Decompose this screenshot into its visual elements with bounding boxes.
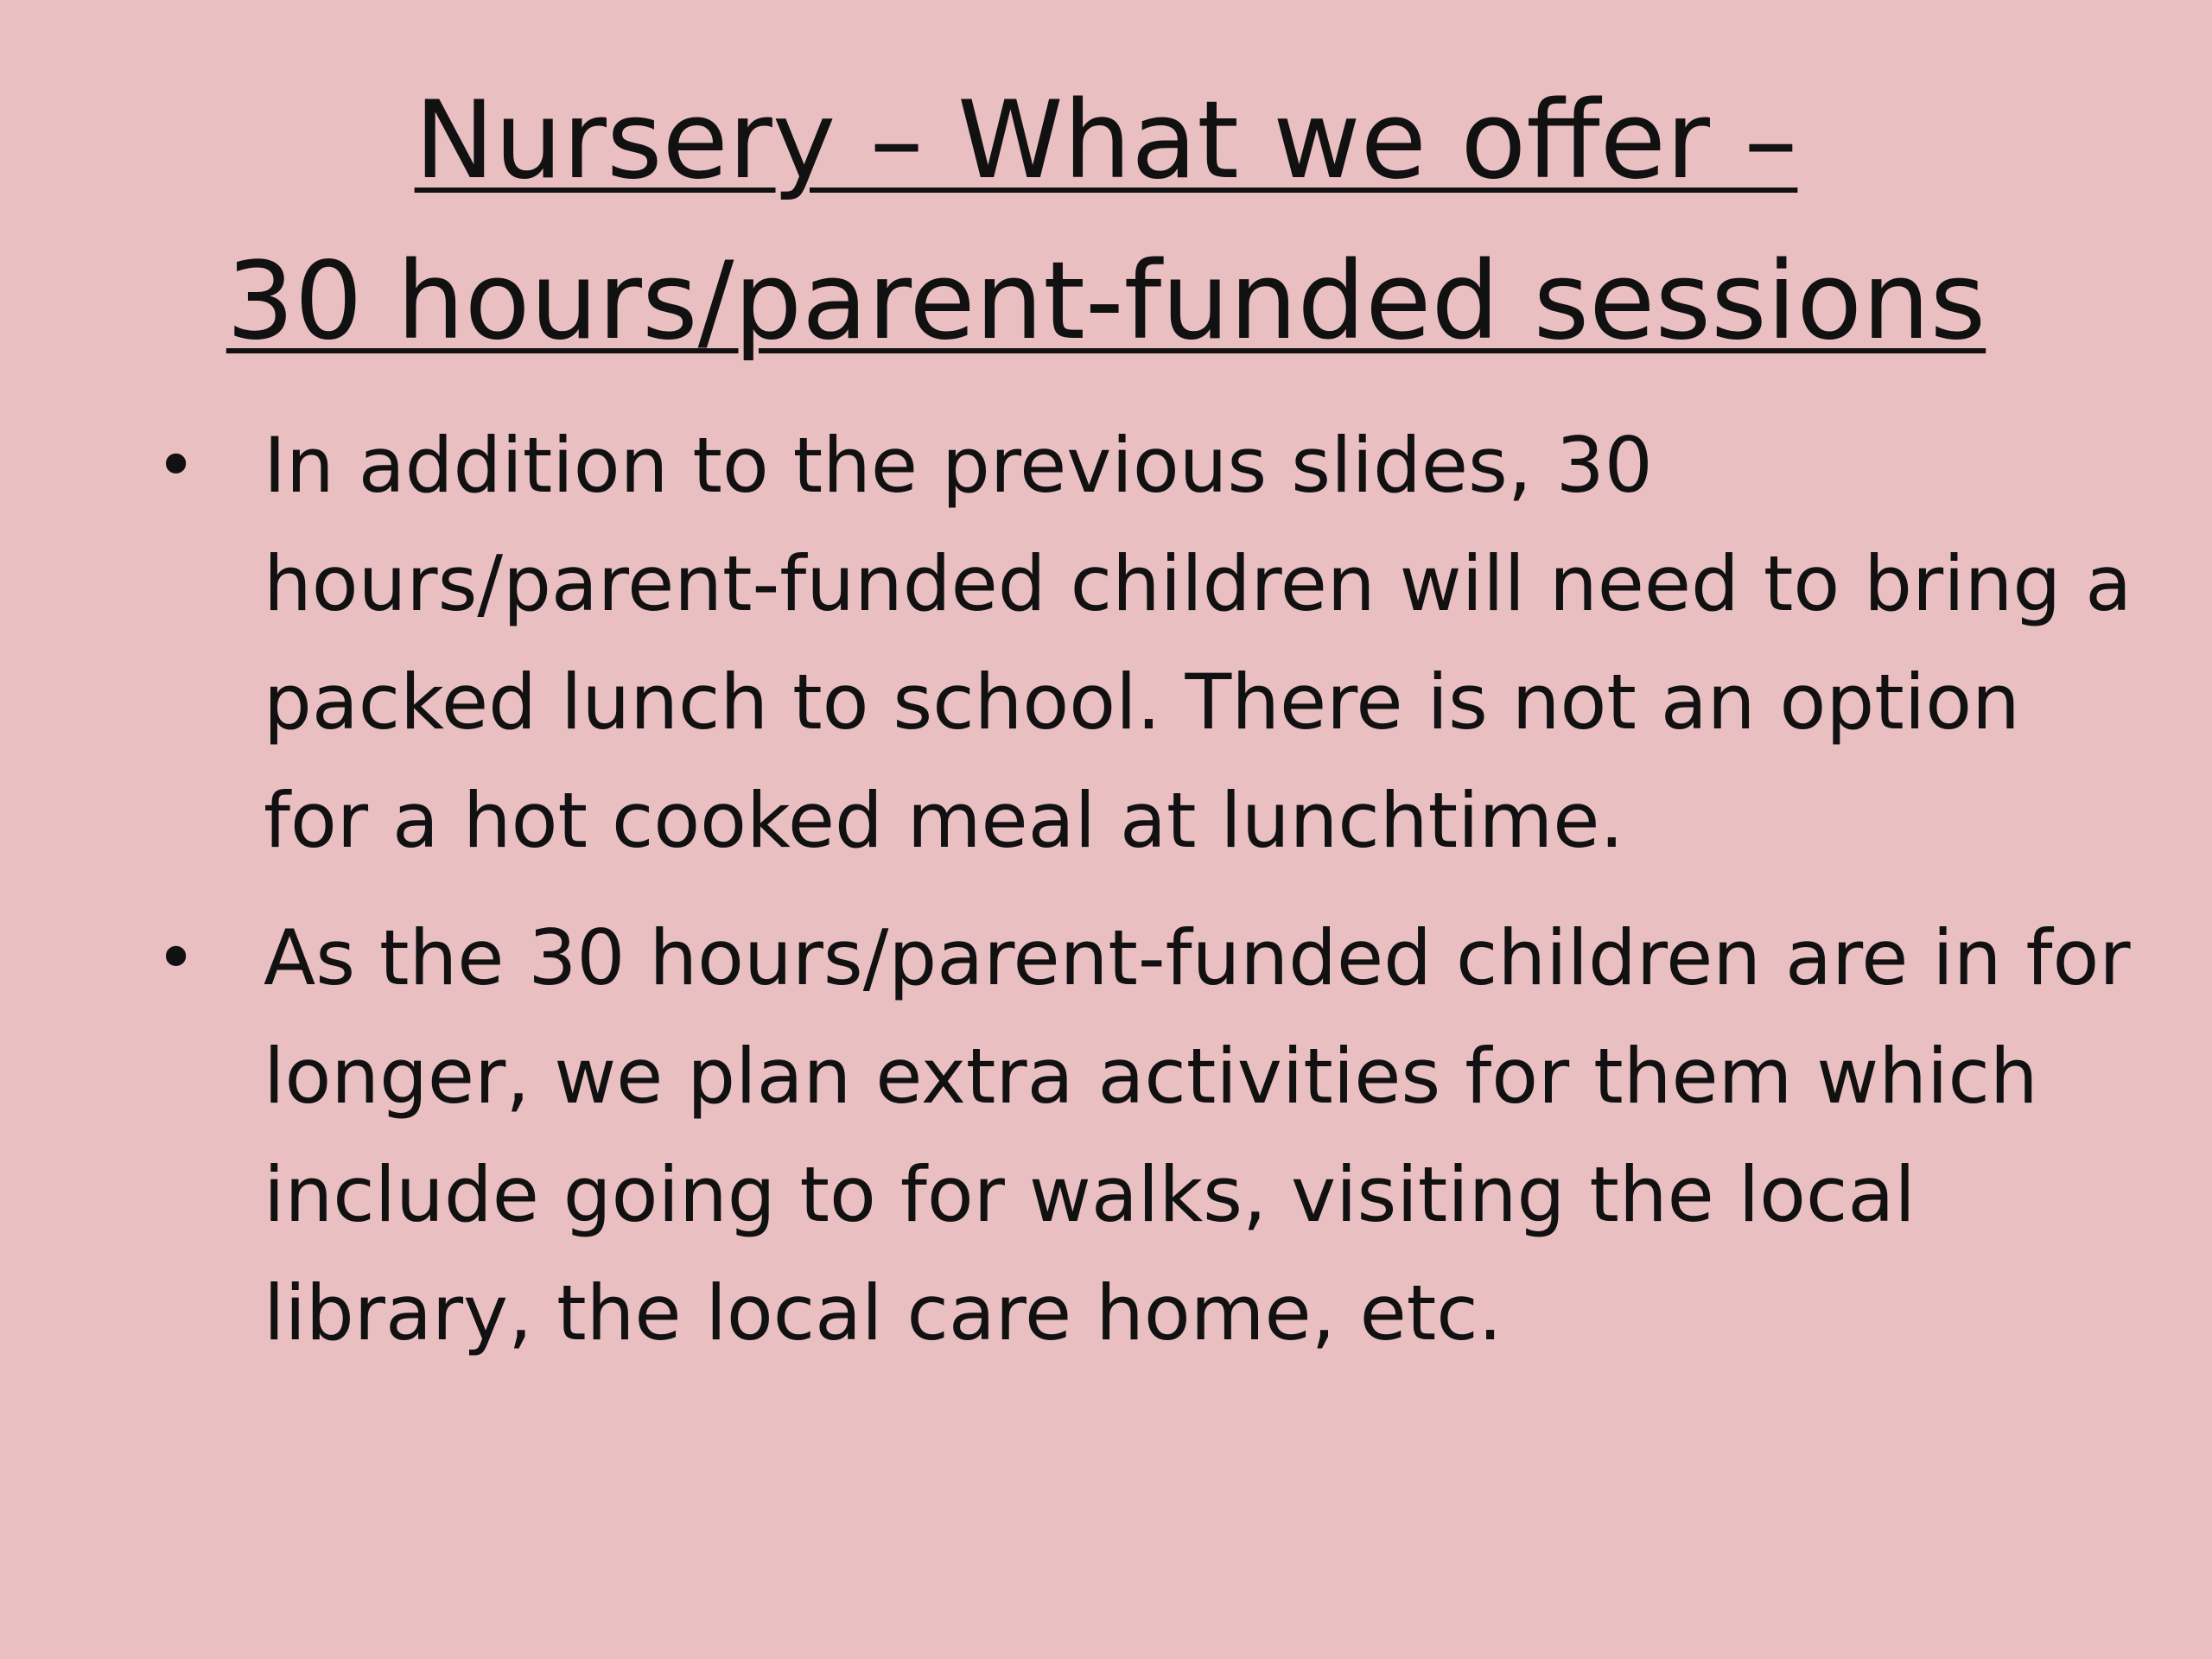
slide-title xyxy=(0,60,2212,382)
title-line-1: Nursery – What we offer – xyxy=(414,79,1798,203)
bullet-text: In addition to the previous slides, 30 hours/parent-funded children will need to bring a packed lunch to school. There is not an option for a hot cooked meal at lunchtime. xyxy=(264,421,2133,865)
title-line-2: 30 hours/parent-funded sessions xyxy=(226,239,1986,364)
bullet-item-activities xyxy=(156,899,2134,1372)
bullet-item-lunch xyxy=(156,406,2134,880)
bullet-dot-icon: • xyxy=(156,425,197,505)
bullet-dot-icon: • xyxy=(156,918,197,998)
bullet-list xyxy=(156,406,2134,1391)
bullet-text: As the 30 hours/parent-funded children are in for longer, we plan extra activities for them which include going to for walks, visiting the local library, the local care home, etc. xyxy=(264,913,2131,1357)
